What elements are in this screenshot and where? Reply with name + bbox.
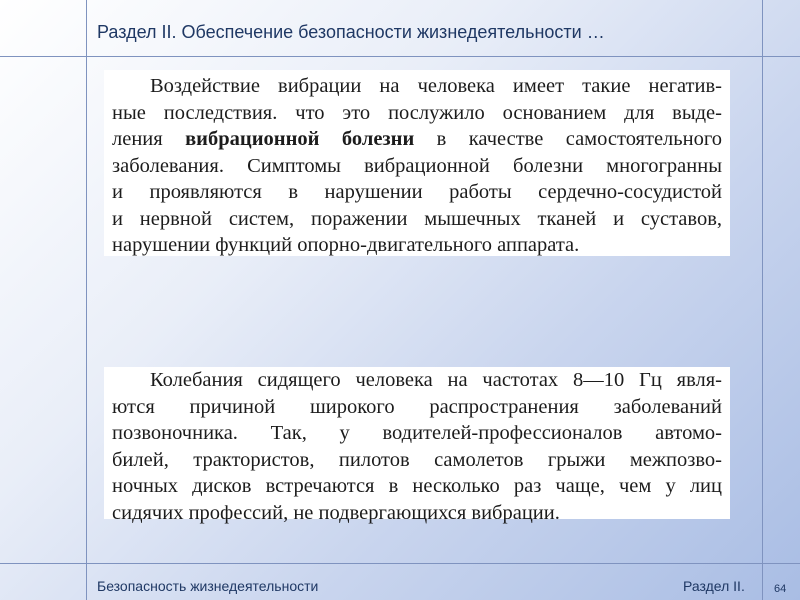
footer-section: Раздел II. bbox=[683, 578, 745, 594]
left-guide-line bbox=[86, 0, 87, 600]
top-guide-line bbox=[0, 56, 800, 57]
text-line: и нервной систем, поражении мышечных тканей и суставов, bbox=[112, 207, 722, 230]
text-fragment: в качестве самостоятельного bbox=[414, 128, 722, 150]
slide-title: Раздел II. Обеспечение безопасности жизнедеятельности … bbox=[97, 22, 605, 42]
text-fragment: ления bbox=[112, 128, 186, 150]
text-line: ются причиной широкого распространения заболеваний bbox=[112, 395, 722, 418]
scanned-text-block-1 bbox=[104, 70, 730, 256]
text-line: нарушении функций опорно-двигательного аппарата. bbox=[112, 234, 580, 256]
text-line: ные последствия. что это послужило основанием для выде- bbox=[112, 101, 722, 124]
text-line: Воздействие вибрации на человека имеет такие негатив- bbox=[150, 75, 722, 97]
right-guide-line bbox=[762, 0, 763, 600]
text-line: позвоночника. Так, у водителей-профессионалов автомо- bbox=[112, 422, 722, 444]
footer-course-title: Безопасность жизнедеятельности bbox=[97, 578, 319, 594]
text-line: заболевания. Симптомы вибрационной болезни многогранны bbox=[112, 154, 722, 177]
text-line: и проявляются в нарушении работы сердечно-сосудистой bbox=[112, 181, 722, 203]
text-line: Колебания сидящего человека на частотах 8—10 Гц явля- bbox=[150, 369, 722, 391]
text-line: сидячих профессий, не подвергающихся вибрации. bbox=[112, 501, 560, 524]
page-number: 64 bbox=[774, 583, 787, 595]
bottom-guide-line bbox=[0, 563, 800, 564]
text-line-mixed bbox=[112, 126, 722, 153]
text-line: билей, трактористов, пилотов самолетов грыжи межпозво- bbox=[112, 448, 722, 471]
bold-term: вибрационной болезни bbox=[185, 128, 415, 150]
text-line: ночных дисков встречаются в несколько раз чаще, чем у лиц bbox=[112, 475, 722, 497]
scanned-text-block-2 bbox=[104, 367, 730, 524]
